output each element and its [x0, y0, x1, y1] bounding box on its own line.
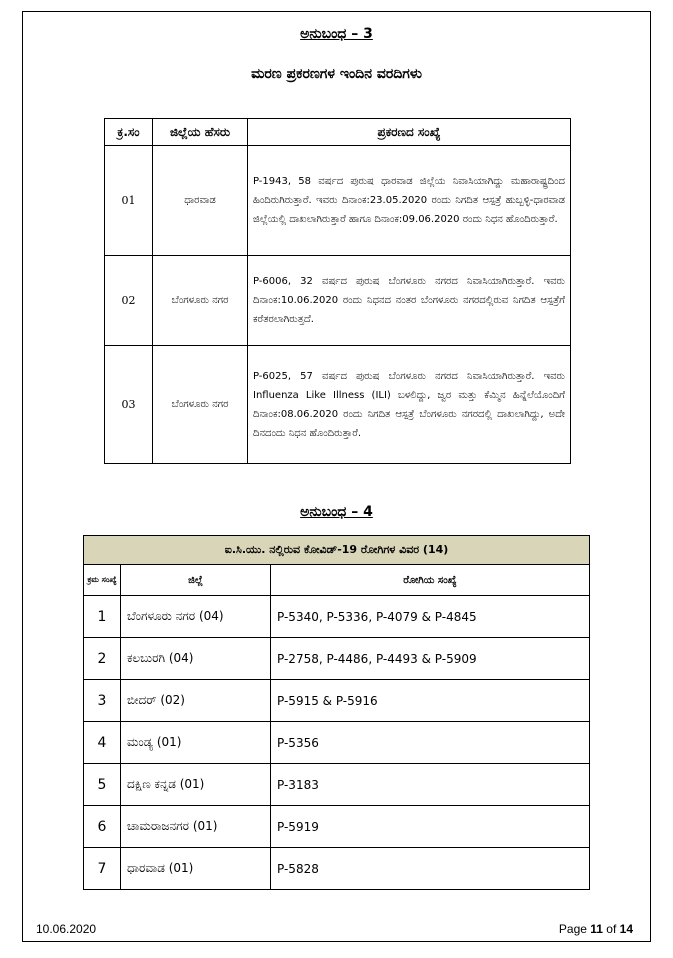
col-district: ಜಿಲ್ಲೆಯ ಹೆಸರು — [153, 119, 248, 146]
serial-number: 6 — [84, 806, 121, 848]
patient-numbers: P-5828 — [271, 848, 590, 890]
icu-table-title-row — [84, 536, 590, 565]
icu-patients-table — [83, 535, 590, 890]
serial-number: 7 — [84, 848, 121, 890]
serial-number: 03 — [105, 346, 153, 464]
table-row — [105, 346, 571, 464]
table-row — [84, 680, 590, 722]
district-name: ಬೀದರ್ (02) — [121, 680, 271, 722]
patient-numbers: P-5356 — [271, 722, 590, 764]
col-patient-numbers: ರೋಗಿಯ ಸಂಖ್ಯೆ — [271, 565, 590, 596]
col-serial: ಕ್ರ.ಸಂ — [105, 119, 153, 146]
district-name: ಚಾಮರಾಜನಗರ (01) — [121, 806, 271, 848]
case-details: P-1943, 58 ವರ್ಷದ ಪುರುಷ ಧಾರವಾಡ ಜಿಲ್ಲೆಯ ನಿವಾಸಿಯಾಗಿದ್ದು ಮಹಾರಾಷ್ಟ್ರದಿಂದ ಹಿಂದಿರುಗಿರುತ್ತಾರೆ. ಇವರು ದಿನಾಂಕ:23.05.2020 ರಂದು ನಿಗದಿತ ಆಸ್ಪತ್ರೆ ಹುಬ್ಬಳ್ಳಿ-ಧಾರವಾಡ ಜಿಲ್ಲೆಯಲ್ಲಿ ದಾಖಲಾಗಿರುತ್ತಾರೆ ಹಾಗೂ ದಿನಾಂಕ:09.06.2020 ರಂದು ನಿಧನ ಹೊಂದಿರುತ್ತಾರೆ. — [248, 146, 571, 256]
case-details: P-6025, 57 ವರ್ಷದ ಪುರುಷ ಬೆಂಗಳೂರು ನಗರದ ನಿವಾಸಿಯಾಗಿರುತ್ತಾರೆ. ಇವರು Influenza Like Illness (ILI) ಬಳಲಿದ್ದು, ಜ್ವರ ಮತ್ತು ಕೆಮ್ಮಿನ ಹಿನ್ನೆಲೆಯೊಂದಿಗೆ ದಿನಾಂಕ:08.06.2020 ರಂದು ನಿಗದಿತ ಆಸ್ಪತ್ರೆ ಬೆಂಗಳೂರು ನಗರದಲ್ಲಿ ದಾಖಲಾಗಿದ್ದು, ಅದೇ ದಿನದಂದು ನಿಧನ ಹೊಂದಿರುತ್ತಾರೆ. — [248, 346, 571, 464]
serial-number: 5 — [84, 764, 121, 806]
patient-numbers: P-5919 — [271, 806, 590, 848]
table-row — [84, 764, 590, 806]
page-current: 11 — [590, 922, 603, 936]
district-name: ದಕ್ಷಿಣ ಕನ್ನಡ (01) — [121, 764, 271, 806]
annex3-subtitle: ಮರಣ ಪ್ರಕರಣಗಳ ಇಂದಿನ ವರದಿಗಳು — [251, 66, 422, 82]
district-name: ಧಾರವಾಡ (01) — [121, 848, 271, 890]
serial-number: 1 — [84, 596, 121, 638]
annex3-heading: ಅನುಬಂಧ – 3 — [300, 26, 373, 42]
serial-number: 3 — [84, 680, 121, 722]
table-row — [84, 848, 590, 890]
table-row — [84, 638, 590, 680]
page-prefix: Page — [558, 922, 591, 936]
district-name: ಬೆಂಗಳೂರು ನಗರ — [153, 346, 248, 464]
serial-number: 2 — [84, 638, 121, 680]
table-row — [84, 806, 590, 848]
col-serial: ಕ್ರಮ ಸಂಖ್ಯೆ — [84, 565, 121, 596]
district-name: ಬೆಂಗಳೂರು ನಗರ — [153, 256, 248, 346]
page-total: 14 — [619, 922, 633, 936]
district-name: ಮಂಡ್ಯ (01) — [121, 722, 271, 764]
footer-date: 10.06.2020 — [36, 922, 97, 936]
case-details: P-6006, 32 ವರ್ಷದ ಪುರುಷ ಬೆಂಗಳೂರು ನಗರದ ನಿವಾಸಿಯಾಗಿರುತ್ತಾರೆ. ಇವರು ದಿನಾಂಕ:10.06.2020 ರಂದು ನಿಧನದ ನಂತರ ಬೆಂಗಳೂರು ನಗರದಲ್ಲಿರುವ ನಿಗದಿತ ಆಸ್ಪತ್ರೆಗೆ ಕರೆತರಲಾಗಿರುತ್ತದೆ. — [248, 256, 571, 346]
deaths-table-header — [105, 119, 571, 146]
deaths-table — [104, 118, 571, 464]
table-row — [105, 146, 571, 256]
serial-number: 01 — [105, 146, 153, 256]
patient-numbers: P-2758, P-4486, P-4493 & P-5909 — [271, 638, 590, 680]
district-name: ಬೆಂಗಳೂರು ನಗರ (04) — [121, 596, 271, 638]
table-row — [84, 722, 590, 764]
footer-page-number — [559, 922, 633, 936]
page-of: of — [602, 922, 620, 936]
table-row — [84, 596, 590, 638]
patient-numbers: P-5340, P-5336, P-4079 & P-4845 — [271, 596, 590, 638]
annex4-heading: ಅನುಬಂಧ – 4 — [300, 504, 373, 520]
district-name: ಕಲಬುರಗಿ (04) — [121, 638, 271, 680]
icu-table-header — [84, 565, 590, 596]
serial-number: 4 — [84, 722, 121, 764]
icu-table-title: ಐ.ಸಿ.ಯು. ನಲ್ಲಿರುವ ಕೋವಿಡ್-19 ರೋಗಿಗಳ ವಿವರ (14) — [84, 536, 590, 565]
col-case-details: ಪ್ರಕರಣದ ಸಂಖ್ಯೆ — [248, 119, 571, 146]
table-row — [105, 256, 571, 346]
col-district: ಜಿಲ್ಲೆ — [121, 565, 271, 596]
serial-number: 02 — [105, 256, 153, 346]
patient-numbers: P-5915 & P-5916 — [271, 680, 590, 722]
patient-numbers: P-3183 — [271, 764, 590, 806]
district-name: ಧಾರವಾಡ — [153, 146, 248, 256]
